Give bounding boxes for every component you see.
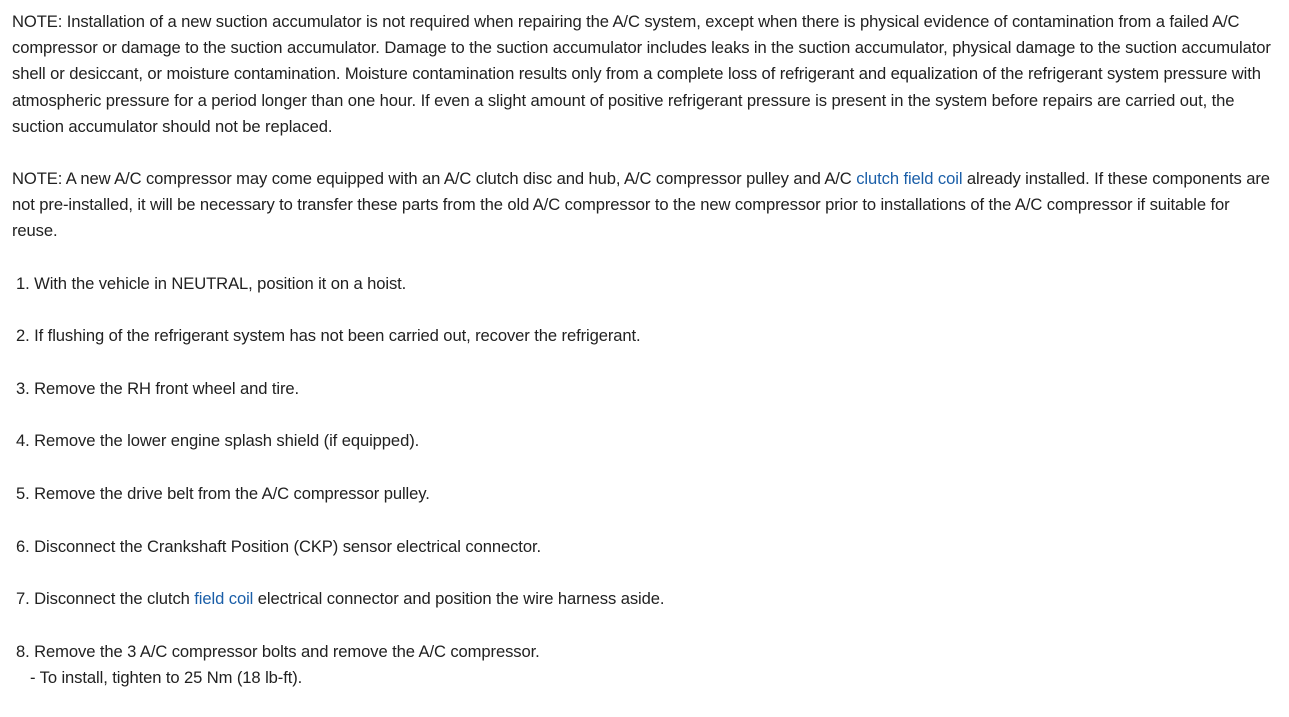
step-4-text: 4. Remove the lower engine splash shield (if equipped). <box>16 431 420 451</box>
step-5-text: 5. Remove the drive belt from the A/C compressor pulley. <box>16 484 430 503</box>
note-compressor-text-start: NOTE: A new A/C compressor may come equipped with an A/C clutch disc and hub, A/C compressor pulley and A/C <box>12 169 857 189</box>
step-5 <box>16 481 1277 507</box>
step-1 <box>16 271 1277 297</box>
step-6 <box>16 534 1277 560</box>
step-8-text: 8. Remove the 3 A/C compressor bolts and remove the A/C compressor. <box>16 641 540 661</box>
step-1-text: 1. With the vehicle in NEUTRAL, position it on a hoist. <box>16 273 407 293</box>
note-accumulator-text: NOTE: Installation of a new suction accumulator is not required when repairing the A/C system, except when there is physical evidence of contamination from a failed A/C compressor or damage to the suction accumulator. Damage to the suction accumulator includes leaks in the suction accumulator, physical damage to the suction accumulator shell or desiccant, or moisture contamination. Moisture contamination results only from a complete loss of refrigerant and equalization of the refrigerant system pressure with atmospheric pressure for a period longer than one hour. If even a slight amount of positive refrigerant pressure is present in the system before repairs are carried out, the suction accumulator should not be replaced. <box>12 12 1271 136</box>
step-4 <box>16 428 1277 454</box>
step-3 <box>16 376 1277 402</box>
step-2 <box>16 323 1277 349</box>
clutch-field-coil-link[interactable]: clutch field coil <box>856 169 963 189</box>
note-compressor <box>12 166 1277 245</box>
step-7-text-start: 7. Disconnect the clutch <box>16 589 195 609</box>
step-3-text: 3. Remove the RH front wheel and tire. <box>16 378 300 398</box>
procedure-steps <box>12 271 1277 691</box>
note-compressor-text-end: already installed. If these components are not pre-installed, it will be necessary to transfer these parts from the old A/C compressor to the new compressor prior to installations of the A/C compressor if suitable for reuse. <box>12 169 1270 241</box>
step-2-text: 2. If flushing of the refrigerant system has not been carried out, recover the refrigerant. <box>16 326 641 346</box>
step-8-torque-spec: - To install, tighten to 25 Nm (18 lb-ft). <box>30 667 303 687</box>
note-accumulator <box>12 9 1277 140</box>
field-coil-link[interactable]: field coil <box>194 589 254 609</box>
step-8 <box>16 639 1277 691</box>
step-6-text: 6. Disconnect the Crankshaft Position (CKP) sensor electrical connector. <box>16 536 541 556</box>
step-7 <box>16 586 1277 612</box>
step-7-text-end: electrical connector and position the wire harness aside. <box>253 589 665 609</box>
